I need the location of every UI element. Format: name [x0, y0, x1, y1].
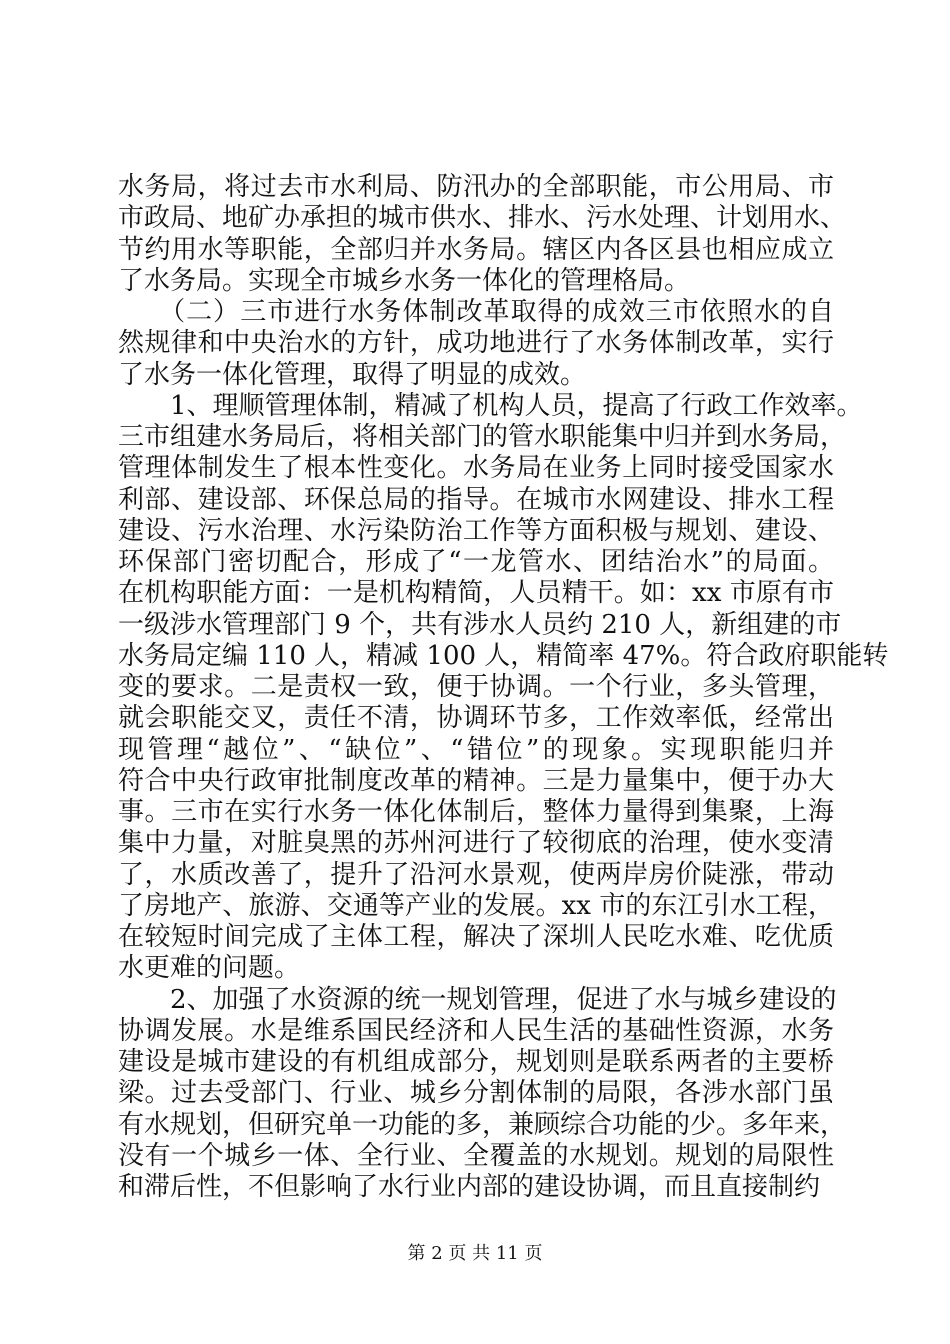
paragraph [118, 172, 847, 297]
text-line: 协调发展。水是维系国民经济和人民生活的基础性资源，水务 [118, 1015, 834, 1046]
text-line: 然规律和中央治水的方针，成功地进行了水务体制改革，实行 [118, 328, 834, 359]
text-line: 了房地产、旅游、交通等产业的发展。xx 市的东江引水工程， [118, 890, 834, 921]
text-line: 了水务局。实现全市城乡水务一体化的管理格局。 [118, 265, 691, 296]
text-line: 建设、污水治理、水污染防治工作等方面积极与规划、建设、 [118, 515, 834, 546]
text-line: 梁。过去受部门、行业、城乡分割体制的局限，各涉水部门虽 [118, 1078, 834, 1109]
document-body [118, 172, 889, 1203]
text-line: 没有一个城乡一体、全行业、全覆盖的水规划。规划的局限性 [118, 1140, 834, 1171]
text-line: 现管理“越位”、“缺位”、“错位”的现象。实现职能归并 [118, 734, 834, 765]
paragraph [118, 297, 834, 391]
text-line: 1、理顺管理体制，精减了机构人员，提高了行政工作效率。 [118, 390, 863, 421]
text-line: 水务局，将过去市水利局、防汛办的全部职能，市公用局、市 [118, 172, 834, 202]
text-line: 水更难的问题。 [118, 953, 301, 984]
text-line: 了水务一体化管理，取得了明显的成效。 [118, 359, 587, 390]
text-line: 和滞后性，不但影响了水行业内部的建设协调，而且直接制约 [118, 1172, 821, 1202]
page-footer [0, 1239, 950, 1265]
page-number: 第 2 页 共 11 页 [407, 1243, 543, 1264]
text-line: 水务局定编 110 人，精减 100 人，精简率 47%。符合政府职能转 [118, 640, 889, 671]
text-line: 一级涉水管理部门 9 个，共有涉水人员约 210 人，新组建的市 [118, 609, 842, 640]
text-line: 环保部门密切配合，形成了“一龙管水、团结治水”的局面。 [118, 547, 834, 577]
text-line: 建设是城市建设的有机组成部分，规划则是联系两者的主要桥 [118, 1047, 834, 1077]
text-line: 有水规划，但研究单一功能的多，兼顾综合功能的少。多年来， [118, 1109, 847, 1140]
paragraph [118, 984, 847, 1204]
text-line: 利部、建设部、环保总局的指导。在城市水网建设、排水工程 [118, 484, 834, 515]
text-line: 2、加强了水资源的统一规划管理，促进了水与城乡建设的 [118, 984, 837, 1015]
text-line: 在机构职能方面：一是机构精简，人员精干。如：xx 市原有市 [118, 578, 834, 609]
text-line: 管理体制发生了根本性变化。水务局在业务上同时接受国家水 [118, 453, 834, 484]
text-line: 三市组建水务局后，将相关部门的管水职能集中归并到水务局， [118, 422, 847, 452]
text-line: 事。三市在实行水务一体化体制后，整体力量得到集聚，上海 [118, 797, 834, 827]
text-line: 集中力量，对脏臭黑的苏州河进行了较彻底的治理，使水变清 [118, 828, 834, 859]
paragraph [118, 390, 889, 985]
text-line: 了，水质改善了，提升了沿河水景观，使两岸房价陡涨，带动 [118, 859, 834, 890]
text-line: 符合中央行政审批制度改革的精神。三是力量集中，便于办大 [118, 765, 834, 796]
text-line: 市政局、地矿办承担的城市供水、排水、污水处理、计划用水、 [118, 203, 847, 234]
text-line: 就会职能交叉，责任不清，协调环节多，工作效率低，经常出 [118, 703, 834, 734]
text-line: 在较短时间完成了主体工程，解决了深圳人民吃水难、吃优质 [118, 922, 834, 952]
text-line: 节约用水等职能，全部归并水务局。辖区内各区县也相应成立 [118, 234, 834, 265]
text-line: 变的要求。二是责权一致，便于协调。一个行业，多头管理， [118, 672, 834, 702]
text-line: （二）三市进行水务体制改革取得的成效三市依照水的自 [118, 297, 834, 327]
